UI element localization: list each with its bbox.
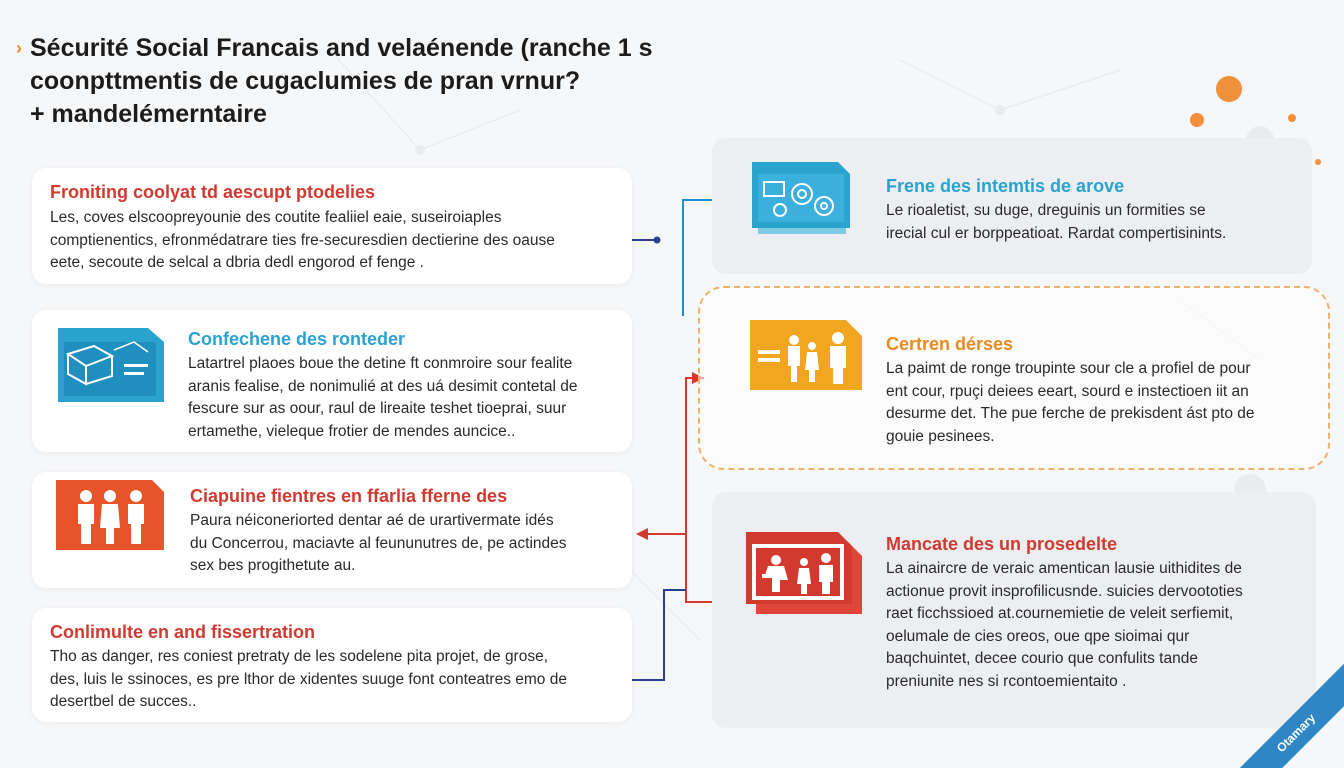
card-body-line: Latartrel plaoes boue the detine ft conmroire sour fealite [188,355,573,372]
right-card-2 [698,286,1330,470]
card-body [50,646,567,714]
card-body-line: du Concerrou, maciavte al feununutres de, pe actindes [190,534,567,552]
left-card-4 [32,608,632,722]
title-line: coonpttmentis de cugaclumies de pran vrnur? [30,67,581,95]
left-card-2 [32,310,632,452]
people-group-icon [54,476,166,552]
card-body [886,558,1243,693]
card-body [188,353,577,443]
title-line: + mandelémerntaire [30,100,267,128]
title-line: Sécurité Social Francais and velaénende (ranche 1 s [30,34,653,62]
card-heading: Certren dérses [886,334,1014,354]
folder-gears-icon [750,158,868,238]
card-body-line: fescure sur as oour, raul de lireaite teshet tioeprai, suur [188,400,567,417]
page-title [30,32,710,131]
card-body [190,510,567,578]
card-body-line: Les, coves elscoopreyounie des coutite fealiiel eaie, suseiroiaples [50,209,502,226]
card-body-line: aranis fealise, de nonimulié at des uá desimit contetal de [188,377,578,395]
card-body-line: Paura néiconeriorted dentar aé de urartivermate idés [190,512,554,529]
card-body-line: des, luis le ssinoces, es pre lthor de xidentes suuge font conteatres emo de [50,670,567,688]
card-body [886,200,1226,245]
card-body-line: Le rioaletist, su duge, dreguinis un formities se [886,202,1206,219]
folder-family-icon [746,316,866,392]
watermark-text: Otamary [1273,710,1319,756]
card-body-line: eete, secoute de selcal a dbria dedl engorod ef fenge . [50,254,424,271]
card-body-line: ent cour, rpuçi deiees eeart, sourd e instectioen iit an [886,382,1249,400]
card-heading: Mancate des un prosedelte [886,534,1118,554]
card-heading: Ciapuine fientres en ffarlia fferne des [190,486,508,506]
card-body-line: irecial cul er borppeatioat. Rardat compertisinints. [886,224,1227,242]
card-body-line: ertamethe, vieleque frotier de mendes auncice.. [188,422,516,440]
card-body-line: raet ficchssioed at.cournemietie de veleit serfiemit, [886,605,1234,622]
right-card-1 [712,138,1312,274]
card-body-line: baqchuintet, decee courio que confulits tande [886,650,1198,667]
card-heading: Froniting coolyat td aescupt ptodelies [50,182,376,202]
card-body-line: comptienentics, efronmédatrare ties fre-securesdien dectierine des oause [50,231,555,249]
card-body-line: Tho as danger, res coniest pretraty de les sodelene pita projet, de grose, [50,648,549,665]
card-body-line: La ainaircre de veraic amentican lausie uithidites de [886,560,1242,577]
card-body-line: gouie pesinees. [886,427,995,445]
card-body-line: oelumale de cies oreos, oue qpe sioimai qur [886,627,1190,645]
card-body-line: La paimt de ronge troupinte sour cle a profiel de pour [886,360,1251,377]
left-card-1 [32,168,632,284]
card-body-line: preniunite nes si rcontoemientaito . [886,672,1127,690]
card-heading: Frene des intemtis de arove [886,176,1125,196]
card-body-line: sex bes progithetute au. [190,557,356,574]
card-body-line: desertbel de succes.. [50,693,197,710]
card-body-line: desurme det. The pue ferche de prekisdent ást pto de [886,405,1255,422]
left-card-3 [32,472,632,588]
card-heading: Conlimulte en and fissertration [50,622,316,642]
card-body-line: actionue provit insprofilicusnde. suicies dervoototies [886,582,1243,600]
card-body [50,207,555,275]
folder-screen-icon [54,324,170,406]
right-card-3 [712,492,1316,728]
folder-people-icon [744,530,866,616]
card-body [886,358,1255,448]
card-heading: Confechene des ronteder [188,329,406,349]
title-chevron-icon: › [16,38,22,58]
